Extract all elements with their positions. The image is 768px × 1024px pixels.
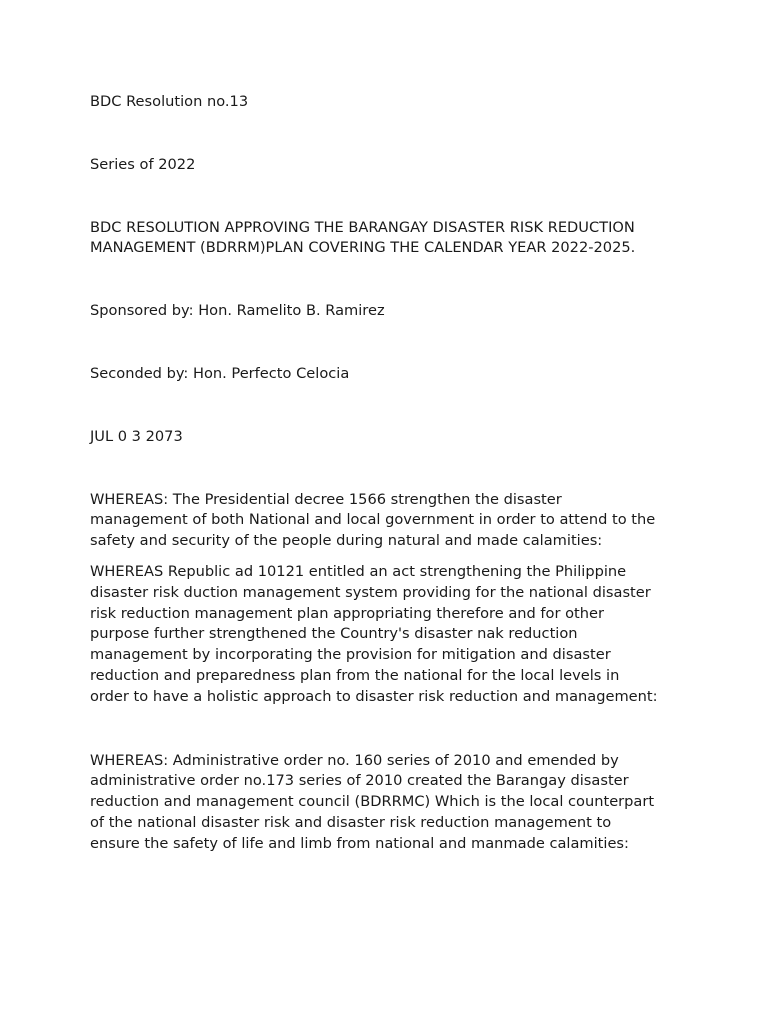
whereas-line: WHEREAS: The Presidential decree 1566 strengthen the disaster [90, 490, 562, 508]
whereas-line: disaster risk duction management system providing for the national disaster [90, 583, 651, 601]
whereas-line: reduction and preparedness plan from the national for the local levels in [90, 666, 620, 684]
whereas-line: order to have a holistic approach to disaster risk reduction and management: [90, 687, 658, 705]
resolution-title-line: BDC RESOLUTION APPROVING THE BARANGAY DISASTER RISK REDUCTION [90, 218, 635, 236]
whereas-line: safety and security of the people during natural and made calamities: [90, 532, 603, 550]
whereas-line: management by incorporating the provision for mitigation and disaster [90, 646, 611, 664]
sponsored-by: Sponsored by: Hon. Ramelito B. Ramirez [90, 302, 385, 320]
resolution-number: BDC Resolution no.13 [90, 93, 249, 110]
whereas-line: risk reduction management plan appropriating therefore and for other [90, 604, 605, 622]
whereas-line: ensure the safety of life and limb from national and manmade calamities: [90, 834, 629, 852]
whereas-clause-1 [90, 490, 690, 552]
whereas-line: of the national disaster risk and disaster risk reduction management to [90, 813, 612, 831]
resolution-title [90, 218, 690, 260]
whereas-line: administrative order no.173 series of 2010 created the Barangay disaster [90, 772, 629, 790]
document-page [90, 92, 690, 855]
whereas-line: WHEREAS: Administrative order no. 160 series of 2010 and emended by [90, 751, 619, 769]
whereas-clause-2 [90, 562, 690, 708]
resolution-title-line: MANAGEMENT (BDRRM)PLAN COVERING THE CALENDAR YEAR 2022-2025. [90, 239, 636, 257]
whereas-line: WHEREAS Republic ad 10121 entitled an act strengthening the Philippine [90, 562, 627, 580]
series-year: Series of 2022 [90, 155, 196, 173]
whereas-line: reduction and management council (BDRRMC) Which is the local counterpart [90, 793, 655, 811]
resolution-date: JUL 0 3 2073 [90, 427, 183, 445]
seconded-by: Seconded by: Hon. Perfecto Celocia [90, 364, 350, 382]
whereas-line: purpose further strengthened the Country's disaster nak reduction [90, 625, 578, 643]
whereas-line: management of both National and local government in order to attend to the [90, 511, 656, 529]
whereas-clause-3 [90, 751, 690, 855]
